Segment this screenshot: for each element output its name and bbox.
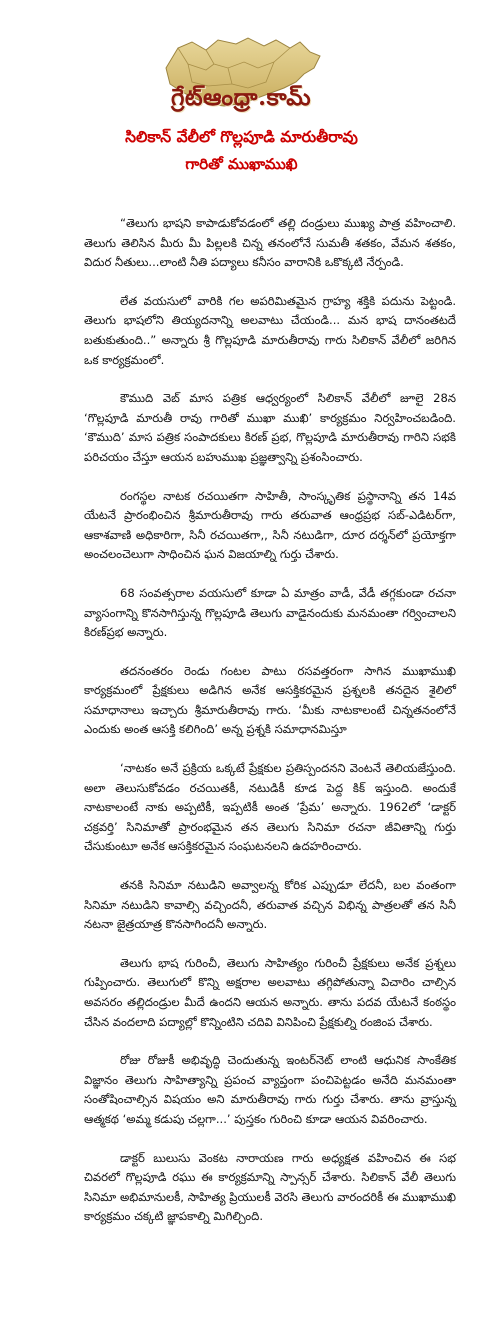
- headline-line-2: గారితో ముఖాముఖి: [185, 155, 298, 173]
- article-paragraph: తెలుగు భాష గురించీ, తెలుగు సాహిత్యం గురించీ ప్రేక్షకులు అనేక ప్రశ్నలు గుప్పించారు. తెలుగులో కొన్ని అక్షరాల అలవాటు తగ్గిపోతున్నా విచారిం చాల్సిన అవసరం తల్లిదండ్రుల మీదే ఉందని ఆయన అన్నారు. తాను పదవ యేటనే కంఠస్థం చేసిన వందలాది పద్యాల్లో కొన్నింటిని చదివి వినిపించి ప్రేక్షకుల్ని రంజింప చేశారు.: [84, 955, 456, 1029]
- article-paragraph: తదనంతరం రెండు గంటల పాటు రసవత్తరంగా సాగిన ముఖాముఖి కార్యక్రమంలో ప్రేక్షకులు అడిగిన అనేక ఆసక్తికరమైన ప్రశ్నలకి తనదైన శైలిలో సమాధానాలు ఇచ్చారు శ్రీమారుతీరావు గారు. ‘మీకు నాటకాలంటే చిన్నతనంలోనే ఎందుకు అంత ఆసక్తి కలిగింది’ అన్న ప్రశ్నకి సమాధానమిస్తూ: [84, 663, 456, 737]
- article-paragraph: రంగస్థల నాటక రచయితగా సాహితీ, సాంస్కృతిక ప్రస్థానాన్ని తన 14వ యేటనే ప్రారంభించిన శ్రీమారుతీరావు గారు తరువాత ఆంధ్రప్రభ సబ్-ఎడిటర్‌గా, ఆకాశవాణి అధికారిగా, సినీ రచయితగా,, సినీ నటుడిగా, దూర దర్శన్‌లో ప్రయోక్తగా అంచలంచెలుగా సాధించిన ఘన విజయాల్ని గుర్తు చేశారు.: [84, 488, 456, 562]
- article-paragraph: లేత వయసులో వారికి గల అపరిమితమైన గ్రాహ్య శక్తికి పదును పెట్టండి. తెలుగు భాషలోని తియ్యదనాన్ని అలవాటు చేయండి... మన భాష దానంతటదే బతుకుతుంది..” అన్నారు శ్రీ గొల్లపూడి మారుతీరావు గారు సిలికాన్ వేలీలో జరిగిన ఒక కార్యక్రమంలో.: [84, 293, 456, 367]
- article-paragraph: డాక్టర్ బులుసు వెంకట నారాయణ గారు అధ్యక్షత వహించిన ఈ సభ చివరలో గొల్లపూడి రఘు ఈ కార్యక్రమాన్ని స్పాన్సర్ చేశారు. సిలికాన్ వేలీ తెలుగు సినిమా అభిమానులకీ, సాహిత్య ప్రియులకీ వెరసి తెలుగు వారందరికీ ఈ ముఖాముఖి కార్యక్రమం చక్కటి జ్ఞాపకాల్ని మిగిల్చింది.: [84, 1150, 456, 1224]
- article-paragraph: “తెలుగు భాషని కాపాడుకోవడంలో తల్లి దండ్రులు ముఖ్య పాత్ర వహించాలి. తెలుగు తెలిసిన మీరు మీ పిల్లలకి చిన్న తనంలోనే సుమతీ శతకం, వేమన శతకం, విదుర నీతులు...లాంటి నీతి పద్యాలు కనీసం వారానికి ఒకొక్కటి నేర్పండి.: [84, 216, 456, 270]
- article-paragraph: రోజు రోజుకీ అభివృద్ధి చెందుతున్న ఇంటర్‌నెట్ లాంటి ఆధునిక సాంకేతిక విజ్ఞానం తెలుగు సాహిత్యాన్ని ప్రపంచ వ్యాప్తంగా పంచిపెట్టడం అనేది మనమంతా సంతోషించాల్సిన విషయం అని మారుతీరావు గారు గుర్తు చేశారు. తాను వ్రాస్తున్న ఆత్మకథ ‘అమ్మ కడుపు చల్లగా...’ పుస్తకం గురించి కూడా ఆయన వివరించారు.: [84, 1053, 456, 1126]
- site-logo[interactable]: [148, 34, 334, 116]
- article-paragraph: ‘నాటకం అనే ప్రక్రియ ఒక్కటే ప్రేక్షకుల ప్రతిస్పందనని వెంటనే తెలియజేస్తుంది. అలా తెలుసుకోవడం రచయితకీ, నటుడికీ కూడ పెద్ద కిక్ ఇస్తుంది. అందుకే నాటకాలంటే నాకు అప్పటికీ, ఇప్పటికీ అంత ‘ప్రేమ’ అన్నారు. 1962లో ‘డాక్టర్ చక్రవర్తి’ సినిమాతో ప్రారంభమైన తన తెలుగు సినిమా రచనా జీవితాన్ని గుర్తు చేసుకుంటూ అనేక ఆసక్తికరమైన సంఘటనలని ఉదహరించారు.: [84, 761, 456, 854]
- logo-text: గ్రేట్‌ఆంధ్రా.కామ్: [170, 84, 312, 111]
- headline-line-1: సిలికాన్ వేలీలో గొల్లపూడి మారుతీరావు: [125, 128, 358, 146]
- article-paragraph: 68 సంవత్సరాల వయసులో కూడా ఏ మాత్రం వాడీ, వేడీ తగ్గకుండా రచనా వ్యాసంగాన్ని కొనసాగిస్తున్న గొల్లపూడి తెలుగు వాడైనందుకు మనమంతా గర్వించాలని కిరణ్‌ప్రభ అన్నారు.: [84, 585, 456, 640]
- article-body: [84, 214, 456, 1246]
- article-paragraph: తనకి సినిమా నటుడిని అవ్వాలన్న కోరిక ఎప్పుడూ లేదనీ, బల వంతంగా సినిమా నటుడిని కావాల్సి వచ్చిందనీ, తరువాత వచ్చిన విభిన్న పాత్రలతో తన సినీ నటనా జైత్రయాత్ర కొనసాగిందనీ అన్నారు.: [84, 878, 456, 932]
- article-paragraph: కౌముది వెబ్ మాస పత్రిక ఆధ్వర్యంలో సిలికాన్ వేలీలో జూలై 28న ‘గొల్లపూడి మారుతీ రావు గారితో ముఖా ముఖి’ కార్యక్రమం నిర్వహించబడింది. ‘కౌముది’ మాస పత్రిక సంపాదకులు కిరణ్ ప్రభ, గొల్లపూడి మారుతీరావు గారిని సభకి పరిచయం చేస్తూ ఆయన బహుముఖ ప్రజ్ఞత్వాన్ని ప్రశంసించారు.: [84, 391, 456, 464]
